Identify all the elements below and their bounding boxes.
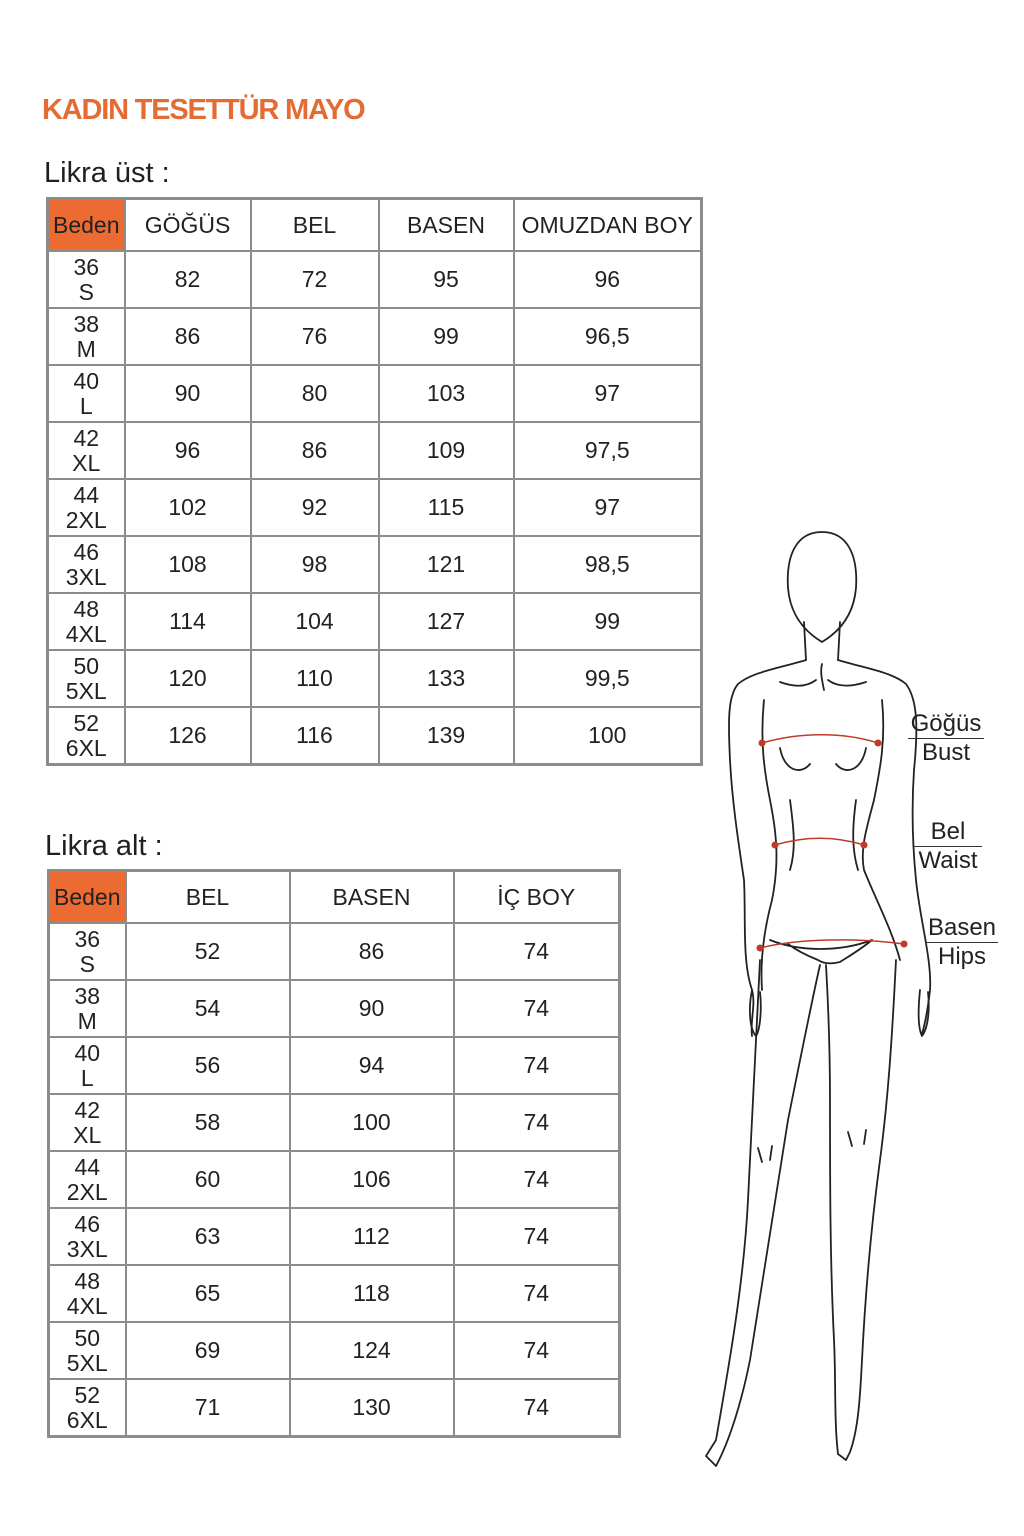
table-cell: 112 [290, 1208, 454, 1265]
table-cell: 114 [125, 593, 251, 650]
size-cell [48, 593, 125, 650]
size-letter: 3XL [66, 1235, 108, 1262]
size-number: 36 [74, 925, 101, 952]
size-cell [49, 923, 126, 980]
table-cell: 80 [251, 365, 379, 422]
header-beden: Beden [48, 199, 125, 252]
header-ic-boy: İÇ BOY [454, 871, 620, 924]
size-letter: 4XL [65, 620, 107, 647]
table-cell: 99,5 [514, 650, 702, 707]
size-letter: S [78, 278, 94, 305]
size-letter: 6XL [66, 1406, 108, 1433]
table-cell: 98 [251, 536, 379, 593]
table-cell: 74 [454, 1094, 620, 1151]
table-cell: 90 [290, 980, 454, 1037]
size-number: 42 [74, 1096, 101, 1123]
size-cell [49, 1208, 126, 1265]
table-row [48, 422, 702, 479]
table-header-row [49, 871, 620, 924]
hips-label [926, 914, 998, 971]
table-cell: 127 [379, 593, 514, 650]
size-number: 50 [74, 1324, 101, 1351]
table-row [48, 308, 702, 365]
bust-label [908, 710, 984, 767]
size-letter: 4XL [66, 1292, 108, 1319]
table-cell: 71 [126, 1379, 290, 1437]
size-number: 38 [74, 982, 101, 1009]
table-cell: 74 [454, 1208, 620, 1265]
head-outline [788, 532, 856, 642]
table-cell: 74 [454, 1265, 620, 1322]
size-letter: S [79, 950, 95, 977]
header-basen: BASEN [379, 199, 514, 252]
size-cell [49, 980, 126, 1037]
bust-label-en: Bust [908, 738, 984, 767]
header-bel: BEL [126, 871, 290, 924]
table-cell: 52 [126, 923, 290, 980]
table-row [48, 650, 702, 707]
size-letter: XL [72, 449, 101, 476]
table-cell: 74 [454, 1379, 620, 1437]
size-number: 42 [73, 424, 100, 451]
table-cell: 118 [290, 1265, 454, 1322]
size-number: 36 [73, 253, 100, 280]
waist-label-en: Waist [914, 846, 982, 875]
size-letter: 5XL [66, 1349, 108, 1376]
table-row [49, 923, 620, 980]
table-row [49, 1322, 620, 1379]
size-number: 44 [74, 1153, 101, 1180]
size-number: 46 [73, 538, 100, 565]
size-number: 40 [73, 367, 100, 394]
table-cell: 124 [290, 1322, 454, 1379]
size-cell [48, 536, 125, 593]
table-cell: 63 [126, 1208, 290, 1265]
size-cell [48, 650, 125, 707]
top-section-label: Likra üst : [44, 157, 170, 189]
size-cell [49, 1037, 126, 1094]
table-cell: 98,5 [514, 536, 702, 593]
size-cell [49, 1094, 126, 1151]
table-cell: 106 [290, 1151, 454, 1208]
table-cell: 76 [251, 308, 379, 365]
hips-label-en: Hips [926, 942, 998, 971]
size-cell [49, 1151, 126, 1208]
table-row [49, 1208, 620, 1265]
table-cell: 95 [379, 251, 514, 308]
table-cell: 115 [379, 479, 514, 536]
table-cell: 86 [290, 923, 454, 980]
size-number: 48 [73, 595, 100, 622]
table-cell: 72 [251, 251, 379, 308]
table-header-row [48, 199, 702, 252]
table-cell: 65 [126, 1265, 290, 1322]
size-letter: XL [73, 1121, 102, 1148]
body-figure-illustration [680, 520, 1020, 1480]
size-number: 52 [74, 1381, 101, 1408]
table-cell: 60 [126, 1151, 290, 1208]
table-cell: 139 [379, 707, 514, 765]
page-title: KADIN TESETTÜR MAYO [42, 94, 365, 126]
table-row [49, 1151, 620, 1208]
table-row [49, 980, 620, 1037]
table-cell: 97 [514, 365, 702, 422]
table-cell: 74 [454, 980, 620, 1037]
table-row [48, 593, 702, 650]
table-row [49, 1379, 620, 1437]
header-omuzdan-boy: OMUZDAN BOY [514, 199, 702, 252]
size-cell [48, 707, 125, 765]
table-cell: 96,5 [514, 308, 702, 365]
table-cell: 120 [125, 650, 251, 707]
header-gogus: GÖĞÜS [125, 199, 251, 252]
table-cell: 110 [251, 650, 379, 707]
size-cell [48, 251, 125, 308]
size-letter: 6XL [65, 734, 107, 761]
table-cell: 56 [126, 1037, 290, 1094]
waist-label [914, 818, 982, 875]
table-row [48, 479, 702, 536]
size-letter: M [76, 335, 96, 362]
size-cell [48, 422, 125, 479]
table-cell: 74 [454, 1151, 620, 1208]
size-cell [48, 479, 125, 536]
table-row [48, 707, 702, 765]
table-cell: 99 [514, 593, 702, 650]
table-row [49, 1037, 620, 1094]
table-row [49, 1094, 620, 1151]
size-number: 50 [73, 652, 100, 679]
table-cell: 96 [514, 251, 702, 308]
table-cell: 102 [125, 479, 251, 536]
waist-label-tr: Bel [930, 818, 966, 845]
hips-label-tr: Basen [927, 914, 997, 941]
size-number: 40 [74, 1039, 101, 1066]
size-number: 46 [74, 1210, 101, 1237]
table-cell: 116 [251, 707, 379, 765]
table-cell: 74 [454, 1322, 620, 1379]
waist-measure-line [775, 838, 864, 845]
size-letter: 5XL [65, 677, 107, 704]
table-cell: 74 [454, 923, 620, 980]
table-row [48, 251, 702, 308]
size-cell [49, 1265, 126, 1322]
table-cell: 133 [379, 650, 514, 707]
table-row [49, 1265, 620, 1322]
table-cell: 69 [126, 1322, 290, 1379]
size-letter: 2XL [65, 506, 107, 533]
bust-measure-line [762, 735, 878, 743]
size-cell [49, 1322, 126, 1379]
table-cell: 94 [290, 1037, 454, 1094]
size-number: 38 [73, 310, 100, 337]
table-cell: 109 [379, 422, 514, 479]
table-cell: 108 [125, 536, 251, 593]
table-row [48, 536, 702, 593]
header-basen: BASEN [290, 871, 454, 924]
table-cell: 74 [454, 1037, 620, 1094]
table-cell: 86 [125, 308, 251, 365]
table-cell: 86 [251, 422, 379, 479]
bottom-size-table [47, 869, 621, 1438]
table-cell: 103 [379, 365, 514, 422]
table-cell: 92 [251, 479, 379, 536]
table-cell: 82 [125, 251, 251, 308]
table-cell: 100 [514, 707, 702, 765]
table-cell: 126 [125, 707, 251, 765]
size-cell [48, 308, 125, 365]
size-letter: L [79, 392, 93, 419]
size-letter: 3XL [65, 563, 107, 590]
header-bel: BEL [251, 199, 379, 252]
top-size-table [46, 197, 703, 766]
size-cell [49, 1379, 126, 1437]
hips-measure-line [760, 940, 904, 948]
table-cell: 104 [251, 593, 379, 650]
table-cell: 121 [379, 536, 514, 593]
size-number: 48 [74, 1267, 101, 1294]
table-cell: 130 [290, 1379, 454, 1437]
size-letter: M [77, 1007, 97, 1034]
size-letter: L [80, 1064, 94, 1091]
size-letter: 2XL [66, 1178, 108, 1205]
size-cell [48, 365, 125, 422]
table-row [48, 365, 702, 422]
table-cell: 96 [125, 422, 251, 479]
table-cell: 100 [290, 1094, 454, 1151]
size-number: 44 [73, 481, 100, 508]
table-cell: 58 [126, 1094, 290, 1151]
header-beden: Beden [49, 871, 126, 924]
table-cell: 90 [125, 365, 251, 422]
size-number: 52 [73, 709, 100, 736]
bottom-section-label: Likra alt : [45, 830, 163, 862]
table-cell: 99 [379, 308, 514, 365]
bust-label-tr: Göğüs [910, 710, 982, 737]
table-cell: 97,5 [514, 422, 702, 479]
table-cell: 54 [126, 980, 290, 1037]
table-cell: 97 [514, 479, 702, 536]
